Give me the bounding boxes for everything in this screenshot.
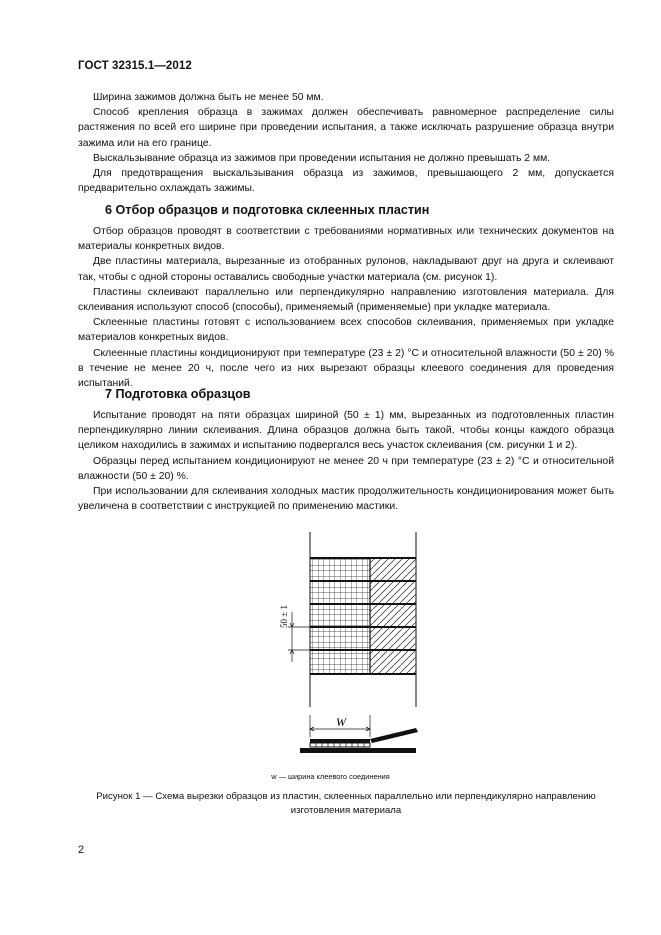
top-plate-free-end [370, 728, 418, 743]
paragraph: Отбор образцов проводят в соответствии с требованиями нормативных или технических документов на материалы конкретных видов. [78, 226, 614, 253]
intro-block [78, 90, 614, 196]
section-7-heading: 7 Подготовка образцов [105, 387, 251, 401]
dim-label-50: 50 ± 1 [279, 605, 289, 628]
figure-legend: w — ширина клеевого соединения [271, 772, 390, 781]
document-header: ГОСТ 32315.1—2012 [78, 60, 192, 72]
glued-area-grid [310, 558, 370, 674]
paragraph: Испытание проводят на пяти образцах шириной (50 ± 1) мм, вырезанных из подготовленных пластин перпендикулярно линии склеивания. Длина образцов должна быть такой, чтобы концы каждого образца целиком находились в зажимах и испытанию подвергался весь участок склеивания (см. рисунки 1 и 2). [78, 410, 614, 452]
paragraph: При использовании для склеивания холодных мастик продолжительность кондиционирования может быть увеличена в соответствии с инструкцией по применению мастики. [78, 486, 614, 513]
paragraph: Ширина зажимов должна быть не менее 50 мм. [93, 92, 324, 103]
page-number: 2 [78, 844, 85, 856]
figure-specimen-scheme [279, 532, 436, 762]
figure-caption: Рисунок 1 — Схема вырезки образцов из пластин, склеенных параллельно или перпендикулярно направлению изготовления материала [96, 791, 596, 816]
bottom-plate [300, 748, 416, 753]
paragraph: Склеенные пластины готовят с использованием всех способов склеивания, применяемых при укладке материалов конкретных видов. [78, 317, 614, 344]
paragraph: Способ крепления образца в зажимах должен обеспечивать равномерное распределение силы растяжения по всей его ширине при проведении испытания, а также исключать разрушение образца внутри зажима или на его границе. [78, 107, 614, 149]
section-7-body [78, 408, 614, 514]
paragraph: Пластины склеивают параллельно или перпендикулярно направлению изготовления материала. Для склеивания используют способ (способы), применяемый (применяемые) при укладке материала. [78, 286, 614, 314]
paragraph: Две пластины материала, вырезанные из отобранных рулонов, накладывают друг на друга и склеивают так, чтобы с одной стороны оставались свободные участки материала (см. рисунок 1). [78, 256, 614, 283]
free-area-hatch [370, 558, 416, 674]
paragraph: Образцы перед испытанием кондиционируют не менее 20 ч при температуре (23 ± 2) °С и относительной влажности (50 ± 20) %. [78, 455, 614, 482]
section-6-heading: 6 Отбор образцов и подготовка склеенных пластин [105, 203, 430, 217]
w-label: W [336, 715, 346, 729]
paragraph: Выскальзывание образца из зажимов при проведении испытания не должно превышать 2 мм. [93, 152, 551, 164]
paragraph: Для предотвращения выскальзывания образца из зажимов, превышающего 2 мм, допускается предварительно охлаждать зажимы. [78, 168, 614, 195]
paragraph: Склеенные пластины кондиционируют при температуре (23 ± 2) °С и относительной влажности (50 ± 20) % в течение не менее 20 ч, после чего из них вырезают образцы клеевого соединения для проведения испытаний. [78, 347, 614, 390]
top-plate [310, 739, 370, 743]
section-6-body [78, 224, 614, 391]
